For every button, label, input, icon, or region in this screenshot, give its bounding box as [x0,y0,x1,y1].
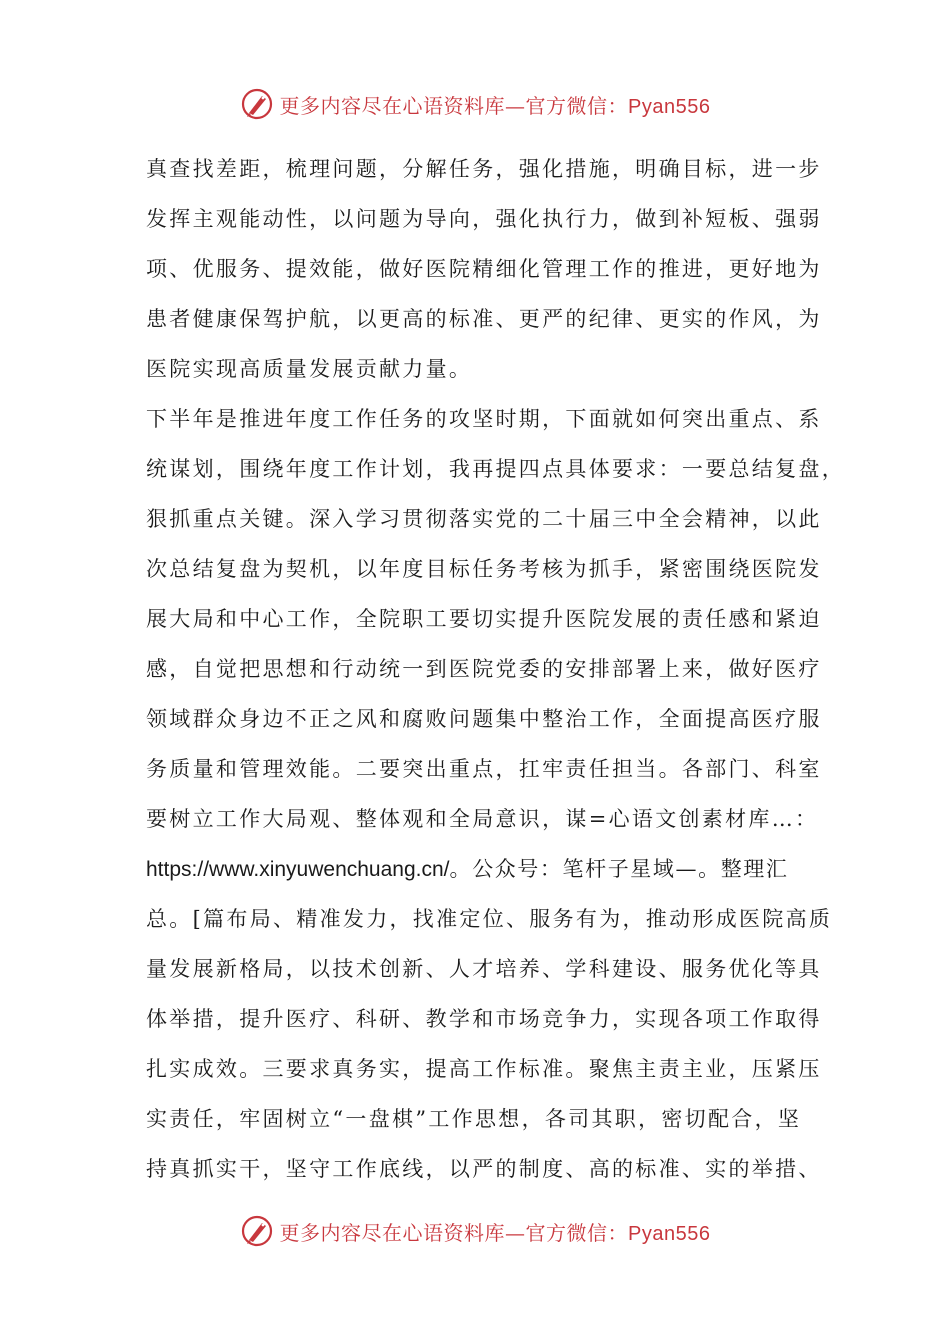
text-line: 真查找差距，梳理问题，分解任务，强化措施，明确目标，进一步 [146,157,822,181]
text-line: 发挥主观能动性，以问题为导向，强化执行力，做到补短板、强弱 [146,207,822,231]
footer-banner [0,1211,950,1251]
header-text: 更多内容尽在心语资料库—官方微信：Pyan556 [279,93,711,118]
text-line: 务质量和管理效能。二要突出重点，扛牢责任担当。各部门、科室 [146,757,822,781]
text-line: 量发展新格局，以技术创新、人才培养、学科建设、服务优化等具 [146,957,822,981]
text-line: 持真抓实干，坚守工作底线，以严的制度、高的标准、实的举措、 [146,1157,822,1181]
text-line: 扎实成效。三要求真务实，提高工作标准。聚焦主责主业，压紧压 [146,1057,822,1081]
text-line: 总。[篇布局、精准发力，找准定位、服务有为，推动形成医院高质 [146,907,833,931]
footer-text: 更多内容尽在心语资料库—官方微信：Pyan556 [279,1220,711,1245]
text-line: 次总结复盘为契机，以年度目标任务考核为抓手，紧密围绕医院发 [146,557,822,581]
body-text [146,144,845,1194]
text-line: 要树立工作大局观、整体观和全局意识，谋=心语文创素材库…： [146,807,819,831]
text-line: 体举措，提升医疗、科研、教学和市场竞争力，实现各项工作取得 [146,1007,822,1031]
url-suffix-text: 。公众号：笔杆子星域—。整理汇 [449,857,789,881]
text-line: 患者健康保驾护航，以更高的标准、更严的纪律、更实的作风，为 [146,307,822,331]
header-wechat-id: Pyan556 [628,95,711,118]
text-line: 展大局和中心工作，全院职工要切实提升医院发展的责任感和紧迫 [146,607,822,631]
text-line: 下半年是推进年度工作任务的攻坚时期，下面就如何突出重点、系 [146,407,822,431]
website-link[interactable]: https://www.xinyuwenchuang.cn/ [146,858,450,881]
text-line-url [146,844,826,894]
text-line: 狠抓重点关键。深入学习贯彻落实党的二十届三中全会精神，以此 [146,507,822,531]
header-banner [0,84,950,124]
text-line: 领域群众身边不正之风和腐败问题集中整治工作，全面提高医疗服 [146,707,822,731]
pen-nib-circle-icon [240,87,274,121]
pen-nib-circle-icon [240,1214,274,1248]
footer-wechat-id: Pyan556 [628,1222,711,1245]
text-line: 感，自觉把思想和行动统一到医院党委的安排部署上来，做好医疗 [146,657,822,681]
text-line: 统谋划，围绕年度工作计划，我再提四点具体要求：一要总结复盘， [146,457,845,481]
text-line: 实责任，牢固树立“一盘棋”工作思想，各司其职，密切配合，坚 [146,1107,802,1131]
text-line: 项、优服务、提效能，做好医院精细化管理工作的推进，更好地为 [146,257,822,281]
text-line: 医院实现高质量发展贡献力量。 [146,357,473,381]
